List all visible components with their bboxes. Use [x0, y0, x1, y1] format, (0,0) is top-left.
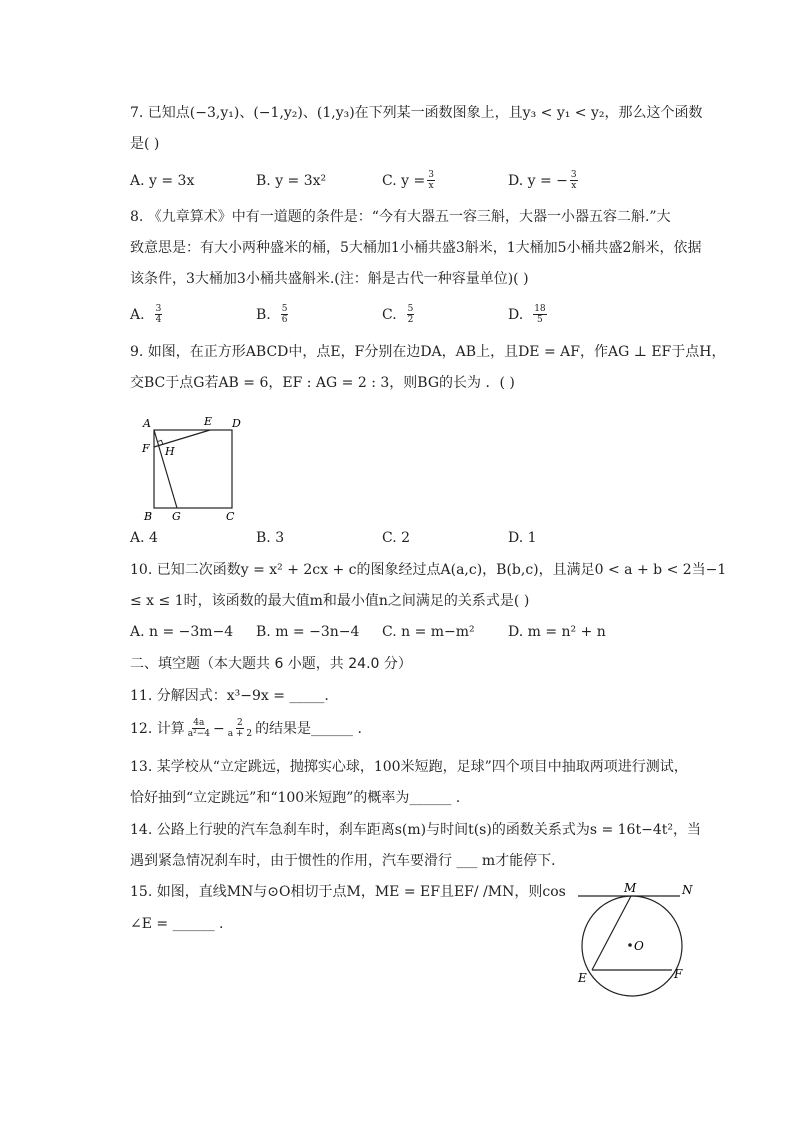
q7-option-b[interactable]: B. y = 3x² [256, 172, 327, 189]
label-g: G [172, 510, 181, 523]
fraction-numerator: 5 [281, 304, 288, 314]
fraction-numerator: 3 [428, 170, 434, 180]
q9-option-b[interactable]: B. 3 [256, 530, 285, 546]
fraction-numerator: 4a [193, 718, 205, 728]
circle-o [582, 896, 682, 996]
segment-ag [154, 430, 177, 508]
q10-line1: 10. 已知二次函数y = x² + 2cx + c的图象经过点A(a,c)，B(b,c)，且满足0 < a + b < 2当−1 [130, 562, 727, 578]
q7-options [130, 170, 634, 191]
q8-option-c-fraction [407, 304, 415, 325]
label-n: N [682, 883, 693, 897]
q7-option-d[interactable] [508, 170, 634, 191]
q10-line2: ≤ x ≤ 1时，该函数的最大值m和最小值n之间满足的关系式是( ) [130, 593, 530, 609]
q14-line2: 遇到紧急情况刹车时，由于惯性的作用，汽车要滑行 ___ m才能停下． [130, 853, 566, 869]
q11-line: 11. 分解因式：x³−9x = _____. [130, 688, 329, 704]
fraction-denominator: x [571, 181, 577, 191]
q7-line2: 是( ) [130, 136, 160, 152]
q8-option-c-label: C. [382, 306, 397, 323]
q9-line1: 9. 如图，在正方形ABCD中，点E，F分别在边DA，AB上，且DE = AF，作AG ⊥ EF于点H， [130, 344, 726, 360]
label-e: E [578, 971, 587, 985]
fraction-denominator: 6 [281, 315, 288, 325]
fraction-numerator: 18 [534, 304, 546, 314]
label-c: C [226, 510, 235, 523]
q12-prefix: 12. 计算 [130, 720, 185, 737]
q7-option-d-label: D. y = − [508, 172, 568, 189]
q10-option-a[interactable]: A. n = −3m−4 [130, 624, 234, 640]
q13-line2: 恰好抽到“立定跳远”和“100米短跑”的概率为______ . [130, 790, 461, 806]
q8-option-a-fraction [155, 304, 163, 325]
fraction-denominator: a²−4 [187, 729, 210, 739]
q12-minus: − [212, 720, 225, 737]
q10-option-b[interactable]: B. m = −3n−4 [256, 624, 360, 640]
fraction-numerator: 2 [237, 718, 243, 728]
q7-option-c[interactable] [382, 170, 508, 191]
q14-line1: 14. 公路上行驶的汽车急刹车时，刹车距离s(m)与时间t(s)的函数关系式为s = 16t−4t²，当 [130, 822, 701, 838]
q8-option-d-fraction [533, 304, 546, 325]
label-a: A [143, 417, 151, 430]
q9-line2: 交BC于点G若AB = 6，EF : AG = 2 : 3，则BG的长为 ．( ) [130, 375, 515, 391]
center-point [628, 943, 632, 947]
q9-option-c[interactable]: C. 2 [382, 530, 411, 546]
fraction-denominator: x [428, 181, 434, 191]
q10-option-d[interactable]: D. m = n² + n [508, 624, 606, 640]
fraction-numerator: 3 [155, 304, 162, 314]
chord-me [592, 896, 631, 970]
q8-option-d[interactable] [508, 304, 634, 325]
fraction-denominator: a + 2 [227, 729, 253, 739]
q9-square-figure [140, 412, 250, 526]
fraction-denominator: 2 [407, 315, 414, 325]
q8-line1: 8. 《九章算术》中有一道题的条件是：“今有大器五一容三斛，大器一小器五容二斛.”大 [130, 209, 671, 225]
fraction-denominator: 4 [155, 315, 162, 325]
segment-ef [154, 430, 210, 447]
fraction-numerator: 5 [407, 304, 414, 314]
q12-fraction-2 [227, 718, 253, 739]
q15-line1: 15. 如图，直线MN与⊙O相切于点M，ME = EF且EF/ /MN，则cos [130, 884, 566, 900]
q13-line1: 13. 某学校从“立定跳远，抛掷实心球，100米短跑，足球”四个项目中抽取两项进行测试， [130, 759, 688, 775]
q7-line1: 7. 已知点(−3,y₁)、(−1,y₂)、(1,y₃)在下列某一函数图象上，且y₃ < y₁ < y₂，那么这个函数 [130, 105, 703, 121]
q12-line [130, 718, 700, 739]
q10-option-c[interactable]: C. n = m−m² [382, 624, 475, 640]
q7-option-c-label: C. y = [382, 172, 426, 189]
q8-option-b-fraction [281, 304, 289, 325]
label-f: F [674, 967, 683, 981]
fraction-denominator: 5 [537, 315, 543, 325]
q15-circle-figure [572, 878, 702, 1000]
label-f: F [142, 442, 150, 455]
q9-option-a[interactable]: A. 4 [130, 530, 158, 546]
q12-suffix: 的结果是______ . [255, 720, 362, 737]
q8-option-d-label: D. [508, 306, 524, 323]
q7-option-a[interactable]: A. y = 3x [130, 172, 195, 189]
q8-option-a-label: A. [130, 306, 145, 323]
q8-option-b[interactable] [256, 304, 382, 325]
label-o: O [634, 939, 644, 953]
q8-line3: 该条件，3大桶加3小桶共盛斛米.(注：斛是古代一种容量单位)( ) [130, 271, 529, 287]
fraction-numerator: 3 [570, 170, 577, 180]
q7-option-c-fraction [427, 170, 435, 191]
q7-option-d-fraction [570, 170, 578, 191]
label-d: D [232, 417, 241, 430]
label-e: E [204, 415, 213, 428]
q9-option-d[interactable]: D. 1 [508, 530, 537, 546]
q8-option-b-label: B. [256, 306, 271, 323]
q9-options [130, 528, 634, 548]
q8-option-c[interactable] [382, 304, 508, 325]
q15-line2: ∠E = ______ . [130, 916, 224, 932]
label-m: M [624, 881, 637, 895]
q12-fraction-1 [187, 718, 211, 739]
label-h: H [165, 445, 175, 458]
section-fill-in-heading: 二、填空题（本大题共 6 小题，共 24.0 分） [130, 656, 412, 672]
q8-option-a[interactable] [130, 304, 256, 325]
q10-options [130, 622, 634, 642]
label-b: B [144, 510, 153, 523]
q8-line2: 致意思是：有大小两种盛米的桶，5大桶加1小桶共盛3斛米，1大桶加5小桶共盛2斛米，依据 [130, 240, 702, 256]
q8-options [130, 304, 634, 325]
